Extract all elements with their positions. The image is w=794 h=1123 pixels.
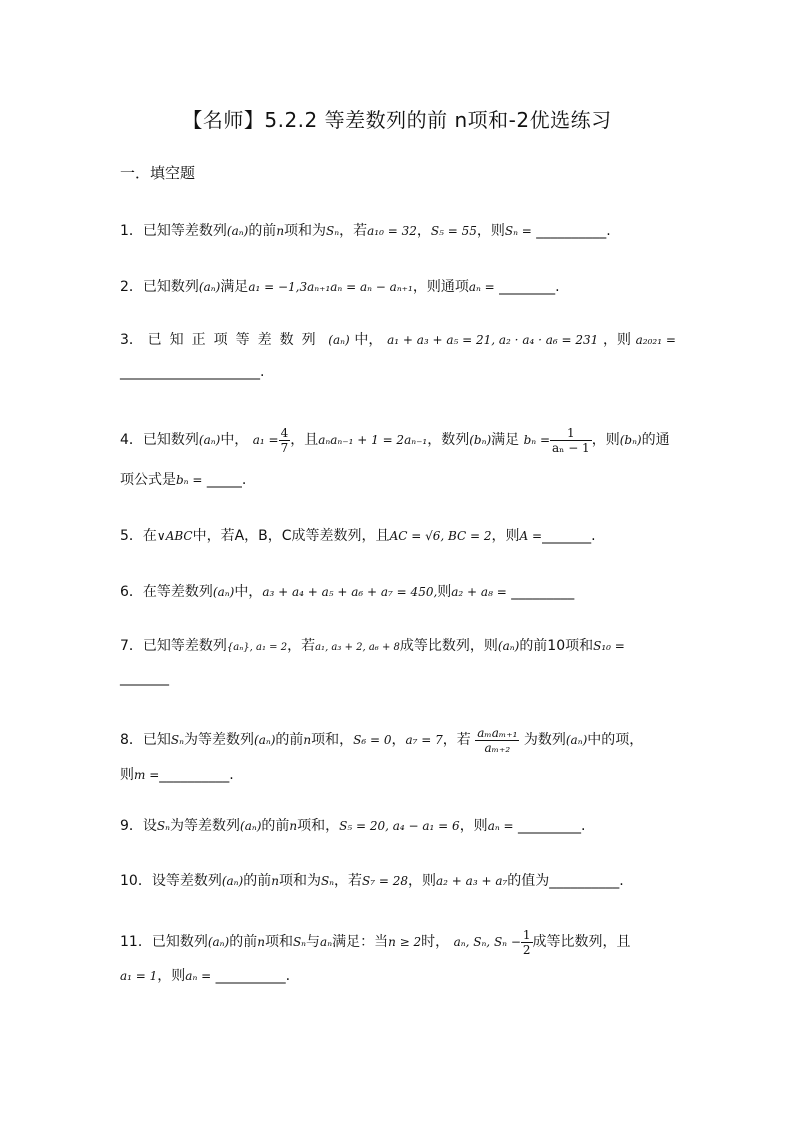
- q5-ask: A =: [519, 529, 543, 543]
- q1-text: 的前: [248, 223, 277, 239]
- q1-text: 已知等差数列: [142, 223, 227, 239]
- question-8: [120, 722, 680, 758]
- q7-text: 已知等差数列: [142, 638, 227, 654]
- q4-fraction-2-numerator: 1: [550, 426, 592, 441]
- q5-text: ，则: [491, 528, 520, 544]
- q3-condition: a₁ + a₃ + a₅ = 21, a₂ · a₄ · a₆ = 231: [387, 333, 599, 347]
- q9-text: ，则: [459, 818, 488, 834]
- q2-number: 2．: [120, 279, 143, 295]
- q7-ask: S₁₀ =: [593, 639, 625, 653]
- q7-number: 7．: [120, 638, 143, 654]
- q4-condition-3-lhs: bₙ =: [523, 433, 551, 447]
- q9-text: 项和，: [297, 818, 340, 834]
- q6-number: 6．: [120, 584, 143, 600]
- question-6: [120, 582, 680, 602]
- q11-ask: aₙ =: [185, 969, 212, 983]
- q11-fraction-numerator: 1: [522, 927, 531, 942]
- q1-sequence: (aₙ): [226, 224, 249, 238]
- q8-fraction-numerator: aₘaₘ₊₁: [477, 725, 518, 740]
- q11-text: 时，: [421, 934, 450, 950]
- q4-text: 项公式是: [120, 472, 176, 488]
- q4-number: 4．: [120, 432, 143, 448]
- q4-text: 的通: [641, 432, 670, 448]
- q7-condition-1: {aₙ}, a₁ = 2: [226, 642, 288, 653]
- q3-text: 已知正项等差数列: [147, 332, 324, 348]
- q8-n: n: [303, 733, 312, 747]
- q4-fraction-numerator: 4: [280, 425, 289, 440]
- q7-text: 成等比数列，则: [399, 638, 498, 654]
- question-3: [120, 330, 680, 350]
- question-4: [120, 422, 680, 458]
- question-10: [120, 871, 680, 891]
- q2-ask: aₙ =: [468, 280, 495, 294]
- q9-condition: S₅ = 20, a₄ − a₁ = 6: [339, 819, 460, 833]
- q4-ask: bₙ =: [176, 473, 203, 487]
- q9-text: 为等差数列: [170, 818, 241, 834]
- q4-text: 已知数列: [142, 432, 199, 448]
- q7-answer-blank: _______: [120, 670, 169, 686]
- q6-answer-blank: _________: [511, 584, 575, 600]
- q10-text: ，则: [408, 873, 437, 889]
- q8-text: 为等差数列: [184, 732, 255, 748]
- question-2: [120, 277, 680, 297]
- q3-number: 3．: [120, 332, 143, 348]
- q5-answer-blank: _______.: [542, 528, 596, 544]
- q6-ask: a₂ + a₈ =: [451, 585, 507, 599]
- q11-text: 成等比数列，且: [532, 934, 631, 950]
- q9-answer-blank: _________.: [518, 818, 586, 834]
- question-7: [120, 636, 680, 658]
- q8-fraction-denominator: aₘ₊₂: [484, 740, 511, 755]
- q3-answer-blank: ____________________.: [120, 364, 265, 380]
- q1-condition-2: S₅ = 55: [430, 224, 477, 238]
- q11-text: ，则: [157, 968, 186, 984]
- q11-n: n: [257, 935, 265, 949]
- q4-text: ，数列: [427, 432, 470, 448]
- q8-text: ，若: [442, 732, 471, 748]
- q4-fraction-denominator: 7: [280, 440, 289, 455]
- q11-condition-2: a₁ = 1: [120, 969, 158, 983]
- q9-sequence: (aₙ): [240, 819, 262, 833]
- q6-text: 在等差数列: [142, 584, 213, 600]
- q8-condition-1: S₆ = 0: [353, 733, 392, 747]
- q11-text: 项和: [264, 934, 293, 950]
- question-7-answer-line: [120, 668, 680, 688]
- q9-sum: Sₙ: [156, 819, 171, 833]
- q10-text: 项和为: [278, 873, 321, 889]
- q11-sum: Sₙ: [292, 935, 307, 949]
- q6-text: 则: [437, 584, 452, 600]
- q4-sequence-b-2: (bₙ): [619, 433, 642, 447]
- question-4-continued: [120, 470, 680, 490]
- q5-condition: AC = √6, BC = 2: [389, 529, 492, 543]
- q5-number: 5．: [120, 528, 143, 544]
- q4-fraction-2: [550, 426, 592, 455]
- q10-text: 设等差数列: [151, 873, 222, 889]
- q7-text: ，若: [287, 638, 316, 654]
- q6-sequence: (aₙ): [212, 585, 235, 599]
- q8-sequence: (aₙ): [254, 733, 276, 747]
- q1-condition-1: a₁₀ = 32: [367, 224, 417, 238]
- q11-sequence: (aₙ): [207, 935, 230, 949]
- q9-ask: aₙ =: [487, 819, 514, 833]
- question-3-answer-line: [120, 362, 680, 382]
- q4-sequence: (aₙ): [198, 433, 221, 447]
- q5-text: 中，若A，B，C成等差数列，且: [192, 528, 390, 544]
- q10-ask: a₂ + a₃ + a₇: [436, 874, 508, 888]
- q10-text: 的前: [243, 873, 272, 889]
- q5-text: 在: [142, 528, 157, 544]
- q1-sum: Sₙ: [326, 224, 340, 238]
- question-11-continued: [120, 966, 680, 986]
- q11-text: 的前: [229, 934, 258, 950]
- q6-condition: a₃ + a₄ + a₅ + a₆ + a₇ = 450,: [262, 585, 438, 599]
- q1-text: ，若: [339, 223, 368, 239]
- q11-text: 已知数列: [151, 934, 208, 950]
- q3-text: ，则: [602, 332, 631, 348]
- q11-answer-blank: __________.: [215, 968, 291, 984]
- q8-text: 已知: [142, 732, 171, 748]
- q6-text: 中，: [234, 584, 263, 600]
- q4-text: 满足: [491, 432, 520, 448]
- q7-text: 的前10项和: [519, 638, 594, 654]
- question-8-continued: [120, 765, 680, 785]
- q9-text: 设: [142, 818, 157, 834]
- q10-number: 10．: [120, 873, 152, 889]
- q8-ask: m =: [134, 768, 160, 782]
- q2-text: 满足: [220, 279, 249, 295]
- q8-fraction: [475, 726, 519, 755]
- q7-condition-2: a₁, a₃ + 2, a₆ + 8: [315, 642, 400, 653]
- q5-triangle: ∨ABC: [156, 529, 193, 543]
- q8-text: 的前: [275, 732, 304, 748]
- q2-answer-blank: ________.: [499, 279, 560, 295]
- q11-condition: n ≥ 2: [388, 935, 422, 949]
- q4-condition-2: aₙaₙ₋₁ + 1 = 2aₙ₋₁: [318, 433, 428, 447]
- q10-answer-blank: __________.: [549, 873, 624, 889]
- q11-number: 11．: [120, 934, 152, 950]
- q1-number: 1．: [120, 223, 143, 239]
- q10-n: n: [271, 874, 279, 888]
- q4-sequence-b: (bₙ): [469, 433, 492, 447]
- question-11: [120, 924, 680, 960]
- q11-fraction: [521, 928, 533, 957]
- q4-text: ，则: [591, 432, 620, 448]
- q3-text: 中，: [354, 332, 383, 348]
- q8-text: 中的项，: [587, 732, 644, 748]
- q9-n: n: [289, 819, 298, 833]
- q2-condition: a₁ = −1,3aₙ₊₁aₙ = aₙ − aₙ₊₁: [248, 280, 413, 294]
- q1-answer-blank: __________.: [536, 223, 611, 239]
- q11-fraction-denominator: 2: [522, 942, 531, 957]
- q4-text: ，且: [290, 432, 319, 448]
- q11-expression: aₙ, Sₙ, Sₙ −: [453, 935, 521, 949]
- q8-condition-2: a₇ = 7: [405, 733, 443, 747]
- q4-fraction: [279, 426, 291, 455]
- q8-answer-blank: __________.: [159, 767, 234, 783]
- question-5: [120, 526, 680, 546]
- q10-text: 的值为: [507, 873, 550, 889]
- q1-n: n: [276, 224, 285, 238]
- question-9: [120, 816, 680, 836]
- q11-term: aₙ: [320, 935, 333, 949]
- q10-text: ，若: [334, 873, 363, 889]
- q8-sum: Sₙ: [170, 733, 185, 747]
- q11-text: 与: [306, 934, 321, 950]
- q10-sum: Sₙ: [320, 874, 335, 888]
- q2-text: ，则通项: [412, 279, 469, 295]
- q8-number: 8．: [120, 732, 143, 748]
- q1-text: ，则: [476, 223, 505, 239]
- q10-condition: S₇ = 28: [362, 874, 409, 888]
- q1-text: 项和为: [284, 223, 327, 239]
- q4-condition-1-lhs: a₁ =: [252, 433, 279, 447]
- section-heading: 一．填空题: [120, 164, 196, 182]
- q2-text: 已知数列: [142, 279, 199, 295]
- q2-sequence: (aₙ): [198, 280, 221, 294]
- document-title: 【名师】5.2.2 等差数列的前 n项和-2优选练习: [182, 108, 612, 132]
- q10-sequence: (aₙ): [221, 874, 244, 888]
- q4-answer-blank: _____.: [206, 472, 247, 488]
- q4-fraction-2-denominator: aₙ − 1: [552, 440, 590, 455]
- q8-sequence-2: (aₙ): [565, 733, 588, 747]
- q3-ask: a₂₀₂₁ =: [635, 333, 676, 347]
- q8-text: 为数列: [523, 732, 566, 748]
- q8-text: 则: [120, 767, 134, 783]
- question-1: [120, 221, 680, 241]
- q8-text: 项和，: [311, 732, 354, 748]
- q7-sequence: (aₙ): [497, 639, 520, 653]
- q3-sequence: (aₙ): [328, 333, 350, 347]
- q9-text: 的前: [261, 818, 290, 834]
- q8-text: ，: [391, 732, 406, 748]
- q9-number: 9．: [120, 818, 143, 834]
- q11-text: 满足：当: [332, 934, 389, 950]
- q4-text: 中，: [220, 432, 249, 448]
- q1-ask: Sₙ =: [504, 224, 532, 238]
- q1-text: ，: [416, 223, 431, 239]
